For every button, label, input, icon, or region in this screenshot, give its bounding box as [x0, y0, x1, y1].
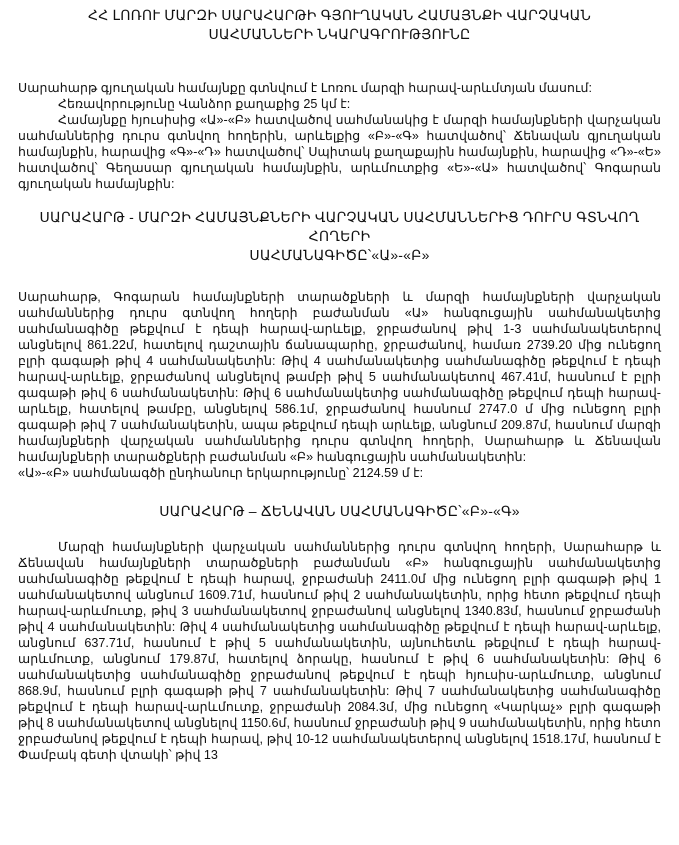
section-heading-a-b-line-2: ՍԱՀՄԱՆԱԳԻԾԸ՝«Ա»-«Բ»	[249, 247, 430, 263]
document-title	[18, 6, 661, 44]
section-b-c-paragraph: Մարզի համայնքների վարչական սահմաններից դուրս գտնվող հողերի, Սարահարթ և Ճենավան համայնքների տարածքների բաժանման «Բ» հանգուցային սահմանակետից սահմանագիծը թեքվում է դեպի հարավ, ջրբաժանի 2411.0մ մից ունեցող բլրի գագաթի թիվ 1 սահմանակետով անցնում 1609.71մ, հասնում թիվ 2 սահմանակետին, որից հետո թեքվում դեպի հարավ-արևմուտք, թիվ 3 սահմանակետով ջրբաժանով անցնելով 1340.83մ, հասնում ջրբաժանի թիվ 4 սահմանակետին: Թիվ 4 սահմանակետից սահմանագիծը թեքվում է դեպի հարավ-արևելք, անցնում 637.71մ, հասնում է թիվ 5 սահմանակետին, այնուհետև թեքվում է դեպի հարավ-արևմուտք, անցնում 179.87մ, հատելով ձորակը, հասնում է թիվ 6 սահմանակետին: Թիվ 6 սահմանակետից սահմանագիծը ջրբաժանով թեքվում է դեպի հյուսիս-արևմուտք, անցնում 868.9մ, հասնում բլրի գագաթի թիվ 7 սահմանակետին: Թիվ 7 սահմանակետից սահմանագիծը թեքվում է դեպի հարավ-արևմուտք, ջրբաժանի 2084.3մ, մից ունեցող «Կարկաչ» բլրի գագաթի թիվ 8 սահմանակետով անցնելով 1150.6մ, հասնում ջրբաժանի թիվ 9 սահմանակետին, որից հետո ջրբաժանով թեքվում է դեպի հարավ, թիվ 10-12 սահմանակետերով անցնելով 1518.17մ, հասնում է Փամբակ գետի վտակի՝ թիվ 13	[18, 540, 661, 762]
section-heading-b-c	[18, 502, 661, 521]
section-a-b-paragraph: Սարահարթ, Գոգարան համայնքների տարածքների և մարզի համայնքների վարչական սահմաններից դուրս գտնվող հողերի բաժանման «Ա» հանգուցային սահմանակետից սահմանագիծը թեքվում է դեպի հարավ-արևելք, ջրբաժանով թիվ 1-3 սահմանակետերով անցնելով 861.22մ, հատելով դաշտային ճանապարհը, ջրբաժանով, համառ 2739.20 մից ունեցող բլրի գագաթի թիվ 4 սահմանակետին: Թիվ 4 սահմանակետից սահմանագիծը թեքվում է դեպի հարավ-արևելք, ջրբաժանով անցնելով թամբի թիվ 5 սահմանակետով 467.41մ, հասնում է բլրի գագաթի թիվ 6 սահմանակետին: Թիվ 6 սահմանակետից սահմանագիծը թեքվում դեպի հարավ-արևելք, հատելով թամբը, անցնելով 586.1մ, ջրբաժանով հասնում 2747.0 մ մից ունեցող բլրի գագաթի թիվ 7 սահմանակետին, ապա թեքվում դեպի արևելք, անցնում 209.87մ, հասնում մարզի համայնքների վարչական սահմաններից դուրս գտնվող հողերի, Սարահարթ և Ճենավան համայնքների տարածքների բաժանման «Բ» հանգուցային սահմանակետին:	[18, 290, 661, 464]
intro-paragraph-distance: Հեռավորությունը Վանձոր քաղաքից 25 կմ է:	[58, 97, 351, 111]
document-title-line-1: ՀՀ ԼՈՌՈՒ ՄԱՐԶԻ ՍԱՐԱՀԱՐԹԻ ԳՅՈՒՂԱԿԱՆ ՀԱՄԱՅՆՔԻ ՎԱՐՉԱԿԱՆ	[88, 7, 591, 23]
intro-paragraph-borders: Համայնքը հյուսիսից «Ա»-«Բ» հատվածով սահմանակից է մարզի համայնքների վարչական սահմաններից դուրս գտնվող հողերին, արևելքից «Բ»-«Գ» հատվածով՝ Ճենավան գյուղական համայնքին, հարավից «Գ»-«Դ» հատվածով՝ Սպիտակ քաղաքային համայնքին, հարավից «Դ»-«Ե» հատվածով՝ Գեղասար գյուղական համայնքին, արևմուտքից «Ե»-«Ա» հատվածով՝ Գոգարան գյուղական համայնքին:	[18, 113, 661, 191]
section-heading-b-c-line-1: ՍԱՐԱՀԱՐԹ – ՃԵՆԱՎԱՆ ՍԱՀՄԱՆԱԳԻԾԸ՝«Բ»-«Գ»	[159, 503, 520, 519]
section-heading-a-b-line-1: ՍԱՐԱՀԱՐԹ - ՄԱՐԶԻ ՀԱՄԱՅՆՔՆԵՐԻ ՎԱՐՉԱԿԱՆ ՍԱՀՄԱՆՆԵՐԻՑ ԴՈՒՐՍ ԳՏՆՎՈՂ ՀՈՂԵՐԻ	[39, 209, 640, 244]
document-title-line-2: ՍԱՀՄԱՆՆԵՐԻ ՆԿԱՐԱԳՐՈՒԹՅՈՒՆԸ	[208, 26, 471, 42]
section-heading-a-b	[18, 208, 661, 265]
intro-paragraph-location: Սարահարթ գյուղական համայնքը գտնվում է Լոռու մարզի հարավ-արևմտյան մասում:	[18, 81, 592, 95]
section-a-b-total-length: «Ա»-«Բ» սահմանագծի ընդհանուր երկարությունը՝ 2124.59 մ է:	[18, 466, 424, 480]
